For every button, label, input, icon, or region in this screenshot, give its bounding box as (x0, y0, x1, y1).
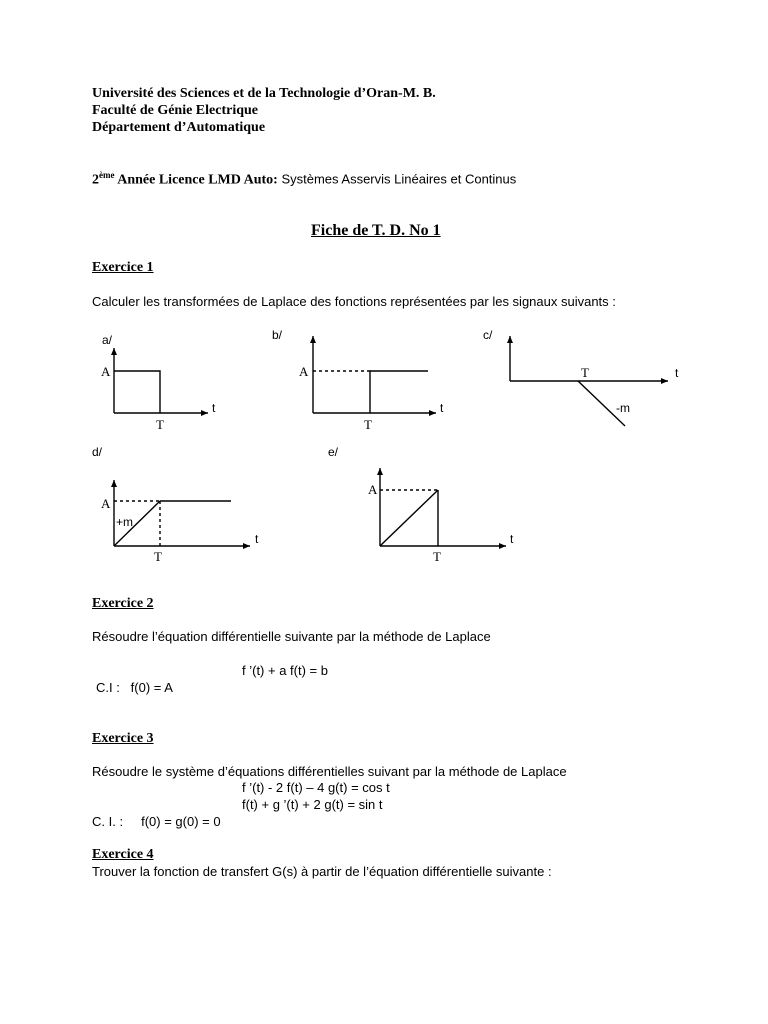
graph-b-time: T (364, 417, 372, 432)
course-year: 2 (92, 172, 99, 188)
graph-a-label: a/ (102, 333, 113, 347)
graph-e-time: T (433, 549, 441, 564)
exercise-3-initial-conditions: C. I. : f(0) = g(0) = 0 (92, 814, 221, 829)
exercise-4-statement: Trouver la fonction de transfert G(s) à partir de l’équation différentielle suivante : (92, 864, 552, 879)
exercise-3-equation-2: f(t) + g ’(t) + 2 g(t) = sin t (242, 797, 383, 812)
course-subject: Systèmes Asservis Linéaires et Continus (277, 171, 517, 187)
course-year-sup: ème (99, 170, 115, 180)
exercise-1-statement: Calculer les transformées de Laplace des fonctions représentées par les signaux suivants : (92, 294, 616, 309)
university-name: Université des Sciences et de la Technologie d’Oran-M. B. (92, 86, 436, 101)
course-program: Année Licence LMD Auto: (114, 172, 278, 188)
graph-a-amplitude: A (101, 364, 111, 379)
graph-c-axis-t: t (675, 366, 679, 380)
graph-c-label: c/ (483, 328, 493, 342)
exercise-3-heading: Exercice 3 (92, 731, 154, 746)
graph-e-amplitude: A (368, 482, 378, 497)
graph-d-axis-t: t (255, 532, 259, 546)
exercise-3-statement: Résoudre le système d’équations différentielles suivant par la méthode de Laplace (92, 764, 567, 779)
exercise-1-heading: Exercice 1 (92, 260, 154, 275)
graph-b-axis-t: t (440, 401, 444, 415)
graph-c-time: T (581, 365, 589, 380)
graph-e-axis-t: t (510, 532, 514, 546)
faculty-name: Faculté de Génie Electrique (92, 103, 259, 118)
graph-e-label: e/ (328, 445, 339, 459)
exercise-4-heading: Exercice 4 (92, 847, 154, 862)
exercise-2-equation: f ’(t) + a f(t) = b (242, 663, 328, 678)
exercise-2-initial-conditions: C.I : f(0) = A (96, 680, 173, 695)
exercise-1-signal-graphs (0, 320, 768, 580)
graph-d-amplitude: A (101, 496, 111, 511)
exercise-2-heading: Exercice 2 (92, 596, 154, 611)
graph-d-time: T (154, 549, 162, 564)
graph-a-axis-t: t (212, 401, 216, 415)
page-title: Fiche de T. D. No 1 (311, 222, 441, 239)
course-line (92, 170, 516, 189)
graph-c-slope: -m (616, 401, 630, 415)
exercise-3-equation-1: f ’(t) - 2 f(t) – 4 g(t) = cos t (242, 780, 390, 795)
exercise-2-statement: Résoudre l’équation différentielle suivante par la méthode de Laplace (92, 629, 491, 644)
department-name: Département d’Automatique (92, 120, 266, 135)
graph-b-label: b/ (272, 328, 283, 342)
graph-d-slope: +m (116, 515, 134, 529)
graph-a-time: T (156, 417, 164, 432)
graph-d-label: d/ (92, 445, 103, 459)
graph-b-amplitude: A (299, 364, 309, 379)
